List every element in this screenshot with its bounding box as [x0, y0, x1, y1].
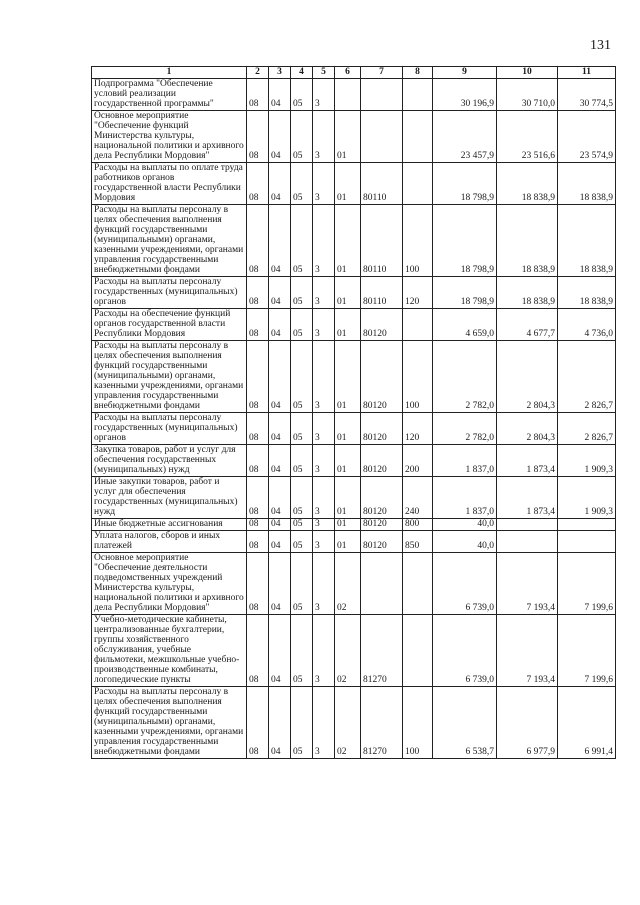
amount-cell: 6 538,7 [433, 687, 497, 759]
table-row [92, 277, 616, 309]
code-cell: 120 [403, 413, 433, 445]
row-name: Основное мероприятие "Обеспечение деятельности подведомственных учреждений Министерства культуры, национальной политики и архивного дела Республики Мордовия" [92, 553, 247, 615]
amount-cell: 30 196,9 [433, 79, 497, 111]
code-cell: 3 [313, 413, 335, 445]
code-cell: 3 [313, 163, 335, 205]
amount-cell: 6 977,9 [497, 687, 558, 759]
code-cell: 05 [291, 445, 313, 477]
amount-cell: 1 909,3 [558, 445, 616, 477]
amount-cell: 2 826,7 [558, 341, 616, 413]
code-cell: 80110 [361, 205, 403, 277]
row-name: Уплата налогов, сборов и иных платежей [92, 531, 247, 553]
amount-cell [497, 531, 558, 553]
table-row [92, 341, 616, 413]
amount-cell: 1 909,3 [558, 477, 616, 519]
code-cell: 3 [313, 111, 335, 163]
code-cell: 08 [247, 341, 269, 413]
code-cell: 04 [269, 309, 291, 341]
code-cell: 850 [403, 531, 433, 553]
code-cell: 05 [291, 205, 313, 277]
table-row [92, 519, 616, 531]
row-name: Иные закупки товаров, работ и услуг для обеспечения государственных (муниципальных) нужд [92, 477, 247, 519]
amount-cell: 18 838,9 [497, 205, 558, 277]
code-cell: 02 [335, 553, 361, 615]
code-cell: 80120 [361, 445, 403, 477]
row-name: Расходы на выплаты по оплате труда работников органов государственной власти Республики Мордовия [92, 163, 247, 205]
code-cell: 04 [269, 445, 291, 477]
amount-cell: 23 457,9 [433, 111, 497, 163]
amount-cell: 23 516,6 [497, 111, 558, 163]
code-cell: 04 [269, 111, 291, 163]
code-cell: 08 [247, 79, 269, 111]
header-cell: 8 [403, 67, 433, 79]
code-cell: 05 [291, 309, 313, 341]
code-cell: 05 [291, 277, 313, 309]
amount-cell: 40,0 [433, 519, 497, 531]
code-cell [403, 111, 433, 163]
header-cell: 7 [361, 67, 403, 79]
code-cell: 04 [269, 341, 291, 413]
page-number: 131 [590, 38, 611, 53]
row-name: Закупка товаров, работ и услуг для обеспечения государственных (муниципальных) нужд [92, 445, 247, 477]
code-cell: 05 [291, 79, 313, 111]
table-row [92, 445, 616, 477]
code-cell: 3 [313, 477, 335, 519]
table-row [92, 309, 616, 341]
code-cell: 100 [403, 205, 433, 277]
code-cell: 05 [291, 519, 313, 531]
row-name: Расходы на выплаты персоналу в целях обеспечения выполнения функций государственными (муниципальными) органами, казенными учреждениями, органами управления государственными внебюджетными фондами [92, 341, 247, 413]
amount-cell: 18 838,9 [558, 163, 616, 205]
code-cell: 08 [247, 531, 269, 553]
amount-cell: 6 739,0 [433, 615, 497, 687]
amount-cell: 1 837,0 [433, 477, 497, 519]
code-cell: 01 [335, 531, 361, 553]
code-cell: 80110 [361, 163, 403, 205]
budget-table [91, 66, 616, 759]
amount-cell: 18 798,9 [433, 277, 497, 309]
code-cell: 80120 [361, 531, 403, 553]
amount-cell: 40,0 [433, 531, 497, 553]
code-cell: 200 [403, 445, 433, 477]
amount-cell: 18 798,9 [433, 163, 497, 205]
code-cell: 05 [291, 615, 313, 687]
header-cell: 3 [269, 67, 291, 79]
code-cell: 01 [335, 309, 361, 341]
code-cell: 04 [269, 519, 291, 531]
code-cell: 04 [269, 79, 291, 111]
amount-cell: 1 873,4 [497, 445, 558, 477]
code-cell: 100 [403, 341, 433, 413]
amount-cell: 7 199,6 [558, 553, 616, 615]
amount-cell: 4 677,7 [497, 309, 558, 341]
code-cell: 3 [313, 445, 335, 477]
code-cell: 01 [335, 519, 361, 531]
table-row [92, 111, 616, 163]
code-cell [403, 79, 433, 111]
code-cell [403, 615, 433, 687]
code-cell: 3 [313, 309, 335, 341]
code-cell [403, 309, 433, 341]
code-cell [361, 111, 403, 163]
code-cell: 3 [313, 205, 335, 277]
amount-cell: 18 838,9 [497, 277, 558, 309]
code-cell: 01 [335, 163, 361, 205]
header-cell: 9 [433, 67, 497, 79]
code-cell: 05 [291, 413, 313, 445]
code-cell [361, 553, 403, 615]
table-row [92, 615, 616, 687]
table-row [92, 205, 616, 277]
amount-cell [497, 519, 558, 531]
code-cell: 05 [291, 531, 313, 553]
code-cell: 01 [335, 205, 361, 277]
header-cell: 6 [335, 67, 361, 79]
code-cell: 08 [247, 413, 269, 445]
code-cell: 08 [247, 445, 269, 477]
code-cell: 81270 [361, 687, 403, 759]
row-name: Расходы на выплаты персоналу в целях обеспечения выполнения функций государственными (муниципальными) органами, казенными учреждениями, органами управления государственными внебюджетными фондами [92, 205, 247, 277]
code-cell: 04 [269, 531, 291, 553]
table-row [92, 553, 616, 615]
code-cell: 01 [335, 341, 361, 413]
code-cell: 80120 [361, 309, 403, 341]
code-cell: 05 [291, 111, 313, 163]
amount-cell: 4 736,0 [558, 309, 616, 341]
amount-cell: 18 798,9 [433, 205, 497, 277]
table-row [92, 79, 616, 111]
code-cell: 04 [269, 205, 291, 277]
amount-cell: 18 838,9 [558, 205, 616, 277]
header-row [92, 67, 616, 79]
code-cell [361, 79, 403, 111]
code-cell: 04 [269, 687, 291, 759]
row-name: Подпрограмма "Обеспечение условий реализации государственной программы" [92, 79, 247, 111]
amount-cell: 4 659,0 [433, 309, 497, 341]
code-cell [403, 553, 433, 615]
header-cell: 4 [291, 67, 313, 79]
code-cell: 3 [313, 531, 335, 553]
row-name: Расходы на выплаты персоналу в целях обеспечения выполнения функций государственными (муниципальными) органами, казенными учреждениями, органами управления государственными внебюджетными фондами [92, 687, 247, 759]
code-cell: 05 [291, 553, 313, 615]
code-cell: 08 [247, 553, 269, 615]
amount-cell [558, 519, 616, 531]
amount-cell: 1 837,0 [433, 445, 497, 477]
code-cell: 3 [313, 79, 335, 111]
code-cell: 02 [335, 615, 361, 687]
code-cell: 80110 [361, 277, 403, 309]
table-row [92, 477, 616, 519]
code-cell: 04 [269, 163, 291, 205]
row-name: Расходы на выплаты персоналу государственных (муниципальных) органов [92, 277, 247, 309]
header-cell: 10 [497, 67, 558, 79]
code-cell: 08 [247, 615, 269, 687]
code-cell: 08 [247, 519, 269, 531]
row-name: Учебно-методические кабинеты, централизованные бухгалтерии, группы хозяйственного обслуживания, учебные фильмотеки, межшкольные учебно-производственные комбинаты, логопедические пункты [92, 615, 247, 687]
code-cell: 80120 [361, 413, 403, 445]
amount-cell: 2 804,3 [497, 413, 558, 445]
amount-cell: 2 826,7 [558, 413, 616, 445]
amount-cell: 2 804,3 [497, 341, 558, 413]
code-cell: 05 [291, 477, 313, 519]
table-row [92, 413, 616, 445]
code-cell: 100 [403, 687, 433, 759]
amount-cell: 7 199,6 [558, 615, 616, 687]
row-name: Расходы на обеспечение функций органов государственной власти Республики Мордовия [92, 309, 247, 341]
code-cell: 80120 [361, 519, 403, 531]
code-cell: 800 [403, 519, 433, 531]
amount-cell: 18 838,9 [497, 163, 558, 205]
amount-cell: 2 782,0 [433, 341, 497, 413]
code-cell: 08 [247, 477, 269, 519]
amount-cell: 6 991,4 [558, 687, 616, 759]
code-cell: 80120 [361, 477, 403, 519]
amount-cell: 1 873,4 [497, 477, 558, 519]
code-cell: 05 [291, 687, 313, 759]
code-cell: 01 [335, 477, 361, 519]
table-row [92, 163, 616, 205]
amount-cell: 7 193,4 [497, 553, 558, 615]
code-cell: 08 [247, 163, 269, 205]
code-cell: 01 [335, 111, 361, 163]
table-body [92, 79, 616, 759]
code-cell: 04 [269, 615, 291, 687]
code-cell: 3 [313, 687, 335, 759]
code-cell: 04 [269, 477, 291, 519]
code-cell: 02 [335, 687, 361, 759]
code-cell [403, 163, 433, 205]
code-cell: 08 [247, 111, 269, 163]
code-cell: 81270 [361, 615, 403, 687]
code-cell: 04 [269, 277, 291, 309]
code-cell: 01 [335, 413, 361, 445]
code-cell: 08 [247, 277, 269, 309]
code-cell: 08 [247, 309, 269, 341]
code-cell: 01 [335, 445, 361, 477]
code-cell: 240 [403, 477, 433, 519]
row-name: Иные бюджетные ассигнования [92, 519, 247, 531]
code-cell: 3 [313, 341, 335, 413]
table-row [92, 687, 616, 759]
amount-cell: 30 774,5 [558, 79, 616, 111]
code-cell: 3 [313, 519, 335, 531]
header-cell: 11 [558, 67, 616, 79]
amount-cell: 18 838,9 [558, 277, 616, 309]
row-name: Расходы на выплаты персоналу государственных (муниципальных) органов [92, 413, 247, 445]
row-name: Основное мероприятие "Обеспечение функций Министерства культуры, национальной политики и архивного дела Республики Мордовия" [92, 111, 247, 163]
code-cell: 01 [335, 277, 361, 309]
code-cell: 05 [291, 163, 313, 205]
amount-cell: 6 739,0 [433, 553, 497, 615]
code-cell: 3 [313, 553, 335, 615]
code-cell: 3 [313, 277, 335, 309]
code-cell [335, 79, 361, 111]
header-cell: 2 [247, 67, 269, 79]
code-cell: 08 [247, 205, 269, 277]
amount-cell: 7 193,4 [497, 615, 558, 687]
amount-cell [558, 531, 616, 553]
code-cell: 120 [403, 277, 433, 309]
header-cell: 1 [92, 67, 247, 79]
amount-cell: 23 574,9 [558, 111, 616, 163]
code-cell: 3 [313, 615, 335, 687]
code-cell: 80120 [361, 341, 403, 413]
amount-cell: 30 710,0 [497, 79, 558, 111]
header-cell: 5 [313, 67, 335, 79]
amount-cell: 2 782,0 [433, 413, 497, 445]
code-cell: 04 [269, 553, 291, 615]
code-cell: 05 [291, 341, 313, 413]
table-row [92, 531, 616, 553]
code-cell: 04 [269, 413, 291, 445]
code-cell: 08 [247, 687, 269, 759]
